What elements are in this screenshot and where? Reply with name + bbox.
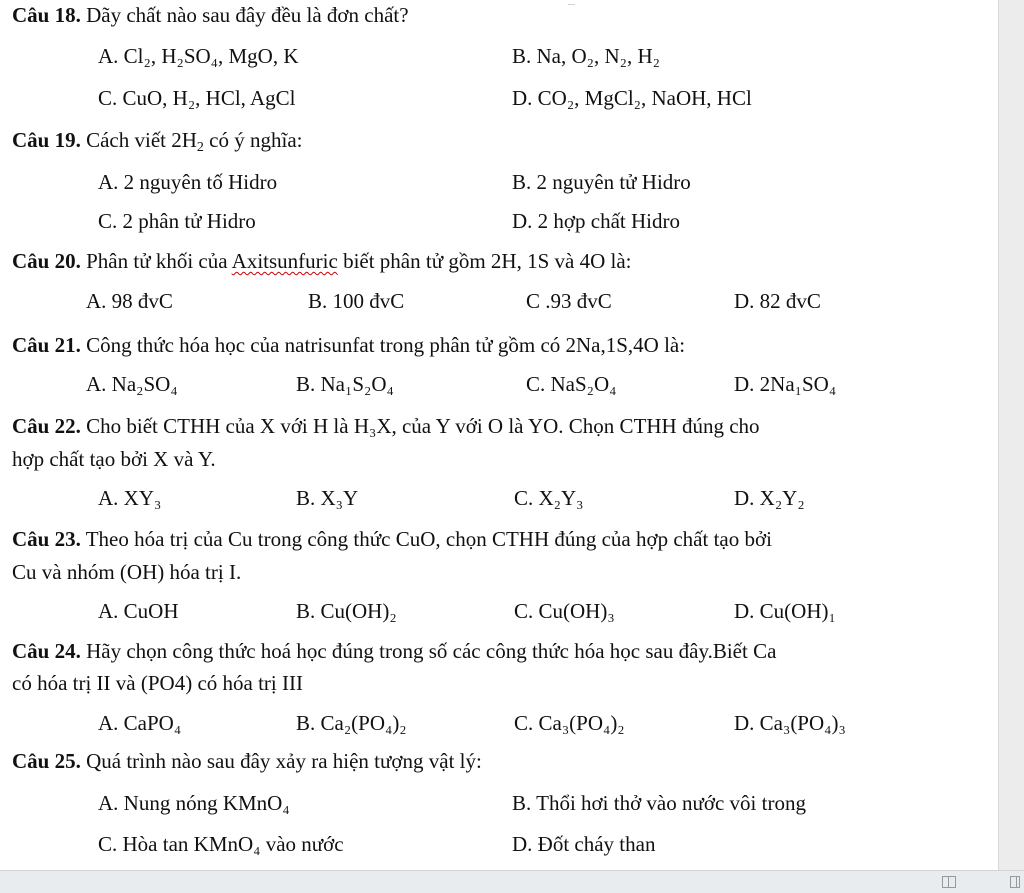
status-bar bbox=[0, 870, 1024, 893]
question-text: Dãy chất nào sau đây đều là đơn chất? bbox=[86, 3, 409, 27]
option-25b[interactable]: B. Thổi hơi thở vào nước vôi trong bbox=[512, 791, 806, 815]
question-label: Câu 19. bbox=[12, 128, 81, 152]
option-20b[interactable]: B. 100 đvC bbox=[308, 289, 405, 313]
option-22d[interactable]: D. X₂Y₂ bbox=[734, 486, 805, 510]
question-label: Câu 23. bbox=[12, 527, 81, 551]
option-20c[interactable]: C .93 đvC bbox=[526, 289, 612, 313]
option-23a[interactable]: A. CuOH bbox=[98, 599, 179, 623]
option-22c[interactable]: C. X₂Y₃ bbox=[514, 486, 584, 510]
question-24-line2: có hóa trị II và (PO4) có hóa trị III bbox=[12, 671, 303, 695]
option-18c[interactable]: C. CuO, H₂, HCl, AgCl bbox=[98, 86, 296, 110]
option-19d[interactable]: D. 2 hợp chất Hidro bbox=[512, 209, 680, 233]
question-24 bbox=[12, 639, 776, 663]
option-22a[interactable]: A. XY₃ bbox=[98, 486, 162, 510]
formula-subscript: 2 bbox=[196, 140, 204, 155]
top-mark: --- bbox=[568, 0, 575, 8]
option-21c[interactable]: C. NaS₂O₄ bbox=[526, 372, 617, 396]
question-text-line1: Theo hóa trị của Cu trong công thức CuO, chọn CTHH đúng của hợp chất tạo bởi bbox=[85, 527, 772, 551]
question-label: Câu 22. bbox=[12, 414, 81, 438]
question-text-post: có ý nghĩa: bbox=[203, 128, 303, 152]
question-23 bbox=[12, 527, 772, 551]
option-24d[interactable]: D. Ca₃(PO₄)₃ bbox=[734, 711, 846, 735]
option-18a[interactable]: A. Cl₂, H₂SO₄, MgO, K bbox=[98, 44, 299, 68]
option-25a[interactable]: A. Nung nóng KMnO₄ bbox=[98, 791, 290, 815]
question-text: Công thức hóa học của natrisunfat trong phân tử gồm có 2Na,1S,4O là: bbox=[86, 333, 686, 357]
option-23d[interactable]: D. Cu(OH)₁ bbox=[734, 599, 836, 623]
question-text: Quá trình nào sau đây xảy ra hiện tượng vật lý: bbox=[86, 749, 482, 773]
option-23c[interactable]: C. Cu(OH)₃ bbox=[514, 599, 615, 623]
option-19c[interactable]: C. 2 phân tử Hidro bbox=[98, 209, 256, 233]
option-18d[interactable]: D. CO₂, MgCl₂, NaOH, HCl bbox=[512, 86, 752, 110]
option-20a[interactable]: A. 98 đvC bbox=[86, 289, 173, 313]
option-19b[interactable]: B. 2 nguyên tử Hidro bbox=[512, 170, 691, 194]
option-19a[interactable]: A. 2 nguyên tố Hidro bbox=[98, 170, 278, 194]
option-24a[interactable]: A. CaPO₄ bbox=[98, 711, 182, 735]
question-label: Câu 24. bbox=[12, 639, 81, 663]
option-25d[interactable]: D. Đốt cháy than bbox=[512, 832, 656, 856]
option-21a[interactable]: A. Na₂SO₄ bbox=[86, 372, 178, 396]
option-21b[interactable]: B. Na₁S₂O₄ bbox=[296, 372, 394, 396]
formula: 2H bbox=[171, 128, 197, 152]
question-20 bbox=[12, 249, 632, 273]
question-text-pre: Phân tử khối của bbox=[86, 249, 232, 273]
question-label: Câu 21. bbox=[12, 333, 81, 357]
question-23-line2: Cu và nhóm (OH) hóa trị I. bbox=[12, 560, 242, 584]
option-18b[interactable]: B. Na, O₂, N₂, H₂ bbox=[512, 44, 660, 68]
question-text-pre: Cách viết bbox=[86, 128, 172, 152]
read-mode-icon[interactable] bbox=[942, 876, 956, 888]
option-20d[interactable]: D. 82 đvC bbox=[734, 289, 821, 313]
question-label: Câu 25. bbox=[12, 749, 81, 773]
option-21d[interactable]: D. 2Na₁SO₄ bbox=[734, 372, 837, 396]
option-25c[interactable]: C. Hòa tan KMnO₄ vào nước bbox=[98, 832, 344, 856]
question-22 bbox=[12, 414, 760, 438]
spellcheck-word: Axitsunfuric bbox=[231, 249, 338, 273]
question-19 bbox=[12, 128, 303, 155]
question-text-line1: Cho biết CTHH của X với H là H₃X, của Y với O là YO. Chọn CTHH đúng cho bbox=[86, 414, 760, 438]
question-label: Câu 20. bbox=[12, 249, 81, 273]
right-margin-strip bbox=[998, 0, 1024, 892]
question-label: Câu 18. bbox=[12, 3, 81, 27]
question-text-post: biết phân tử gồm 2H, 1S và 4O là: bbox=[337, 249, 632, 273]
option-23b[interactable]: B. Cu(OH)₂ bbox=[296, 599, 397, 623]
question-25 bbox=[12, 749, 482, 773]
question-text-line1: Hãy chọn công thức hoá học đúng trong số các công thức hóa học sau đây.Biết Ca bbox=[86, 639, 777, 663]
option-24b[interactable]: B. Ca₂(PO₄)₂ bbox=[296, 711, 407, 735]
print-layout-icon[interactable] bbox=[1010, 876, 1020, 888]
question-22-line2: hợp chất tạo bởi X và Y. bbox=[12, 447, 216, 471]
option-22b[interactable]: B. X₃Y bbox=[296, 486, 359, 510]
question-21 bbox=[12, 333, 685, 357]
question-18 bbox=[12, 3, 409, 27]
option-24c[interactable]: C. Ca₃(PO₄)₂ bbox=[514, 711, 625, 735]
